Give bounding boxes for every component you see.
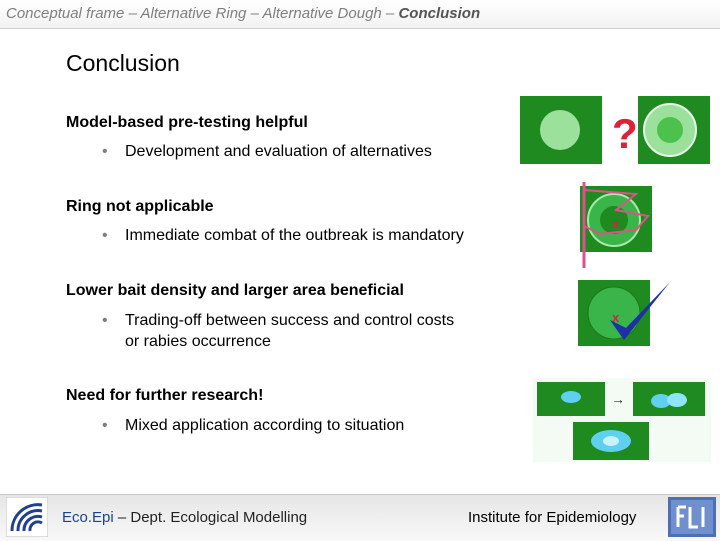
section-heading: Need for further research! bbox=[66, 387, 264, 404]
breadcrumb bbox=[6, 5, 480, 22]
question-mark-icon: ? bbox=[612, 110, 638, 157]
bullet-text: or rabies occurrence bbox=[125, 333, 271, 350]
bullet-text: Mixed application according to situation bbox=[125, 417, 405, 434]
breadcrumb-path: Conceptual frame – Alternative Ring – Alternative Dough – bbox=[6, 5, 399, 22]
arrow-icon: → bbox=[611, 391, 625, 407]
x-mark-icon: x bbox=[612, 310, 620, 325]
bullet-dot: • bbox=[102, 143, 108, 160]
section-heading: Model-based pre-testing helpful bbox=[66, 114, 308, 131]
section-heading: Ring not applicable bbox=[66, 198, 214, 215]
bait-area-2b bbox=[667, 393, 687, 407]
fli-logo bbox=[668, 497, 716, 537]
footer-brand: Eco.Epi bbox=[62, 509, 114, 526]
bullet-dot: • bbox=[102, 417, 108, 434]
figure-mixed-application bbox=[533, 378, 711, 462]
bait-area-3-inner bbox=[603, 436, 619, 446]
bullet-text: Immediate combat of the outbreak is mandatory bbox=[125, 227, 464, 244]
breadcrumb-current: Conclusion bbox=[398, 5, 481, 22]
section-heading: Lower bait density and larger area beneficial bbox=[66, 282, 404, 299]
circle-area-right-inner bbox=[657, 117, 683, 143]
x-mark-icon: x bbox=[612, 216, 620, 231]
bullet-dot: • bbox=[102, 227, 108, 244]
footer-dept-text: – Dept. Ecological Modelling bbox=[113, 509, 308, 526]
bullet-text: Trading-off between success and control costs bbox=[125, 312, 455, 329]
helmholtz-logo bbox=[6, 497, 48, 537]
footer-institute: Institute for Epidemiology bbox=[468, 509, 637, 526]
bullet-dot: • bbox=[102, 312, 108, 329]
figure-ring bbox=[576, 182, 656, 268]
circle-area-left bbox=[539, 109, 581, 151]
footer-department bbox=[62, 509, 307, 526]
page-title: Conclusion bbox=[66, 50, 180, 76]
bullet-text: Development and evaluation of alternatives bbox=[125, 143, 432, 160]
figure-lower-density bbox=[576, 278, 676, 348]
bait-area-1 bbox=[561, 391, 581, 403]
figure-model-pretest bbox=[520, 96, 710, 166]
